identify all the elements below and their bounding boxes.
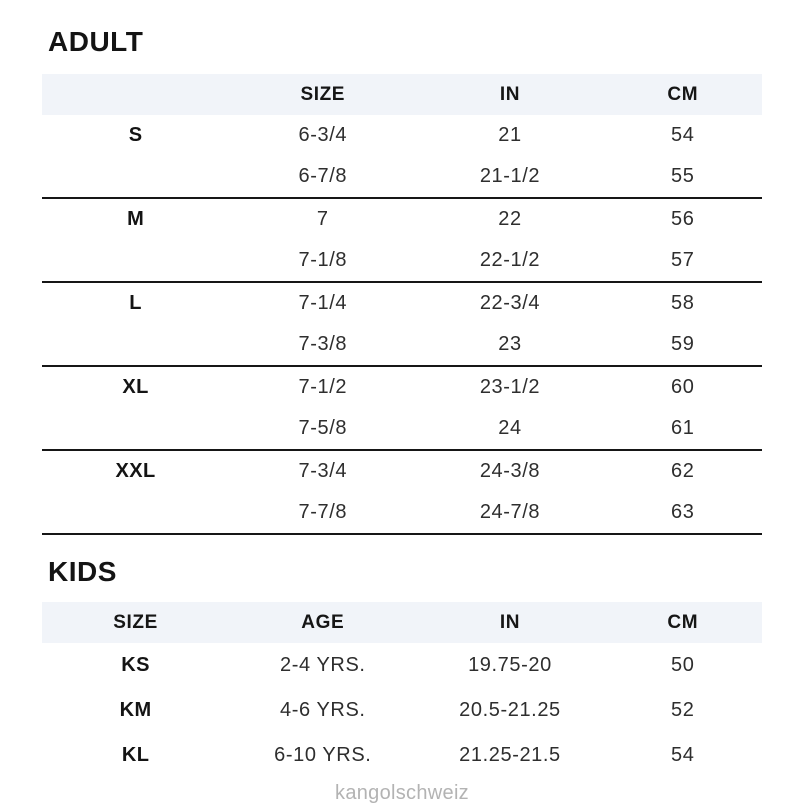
size-cell: 7-1/8: [298, 249, 348, 271]
table-row: [42, 283, 762, 324]
table-row: [42, 492, 762, 533]
adult-header-cm: CM: [667, 83, 699, 105]
table-row: [42, 199, 762, 240]
size-label-cell: XXL: [115, 460, 156, 482]
in-cell: 22: [498, 208, 522, 230]
table-row: [42, 688, 762, 733]
cm-cell: 55: [671, 165, 695, 187]
kids-header-cm: CM: [667, 611, 699, 633]
adult-size-group-m: [42, 199, 762, 283]
adult-size-table: [42, 74, 762, 535]
table-row: [42, 367, 762, 408]
size-cell: 6-7/8: [298, 165, 348, 187]
in-cell: 22-3/4: [479, 292, 541, 314]
kids-section-title: KIDS: [48, 556, 117, 587]
in-cell: 24: [498, 417, 522, 439]
adult-header-in: IN: [499, 83, 521, 105]
cm-cell: 50: [671, 654, 695, 676]
cm-cell: 61: [671, 417, 695, 439]
site-watermark: kangolschweiz: [335, 782, 469, 804]
in-cell: 23-1/2: [479, 376, 541, 398]
age-cell: 2-4 YRS.: [279, 654, 366, 676]
table-row: [42, 115, 762, 156]
table-row: [42, 733, 762, 778]
cm-cell: 58: [671, 292, 695, 314]
table-row: [42, 240, 762, 281]
size-label-cell: KM: [119, 699, 152, 721]
kids-header-age: AGE: [301, 611, 345, 633]
age-cell: 4-6 YRS.: [279, 699, 366, 721]
kids-size-table: [42, 602, 762, 778]
size-cell: 7-7/8: [298, 501, 348, 523]
cm-cell: 52: [671, 699, 695, 721]
size-cell: 7-3/8: [298, 333, 348, 355]
in-cell: 19.75-20: [468, 654, 552, 676]
adult-size-group-s: [42, 115, 762, 199]
size-cell: 6-3/4: [298, 124, 348, 146]
adult-section-title: ADULT: [48, 26, 144, 57]
size-cell: 7-1/4: [298, 292, 348, 314]
size-cell: 7-3/4: [298, 460, 348, 482]
table-row: [42, 324, 762, 365]
size-label-cell: S: [128, 124, 143, 146]
age-cell: 6-10 YRS.: [274, 744, 372, 766]
cm-cell: 57: [671, 249, 695, 271]
table-row: [42, 408, 762, 449]
in-cell: 21.25-21.5: [459, 744, 561, 766]
kids-table-header: [42, 602, 762, 643]
table-row: [42, 156, 762, 197]
cm-cell: 56: [671, 208, 695, 230]
kids-header-in: IN: [499, 611, 521, 633]
cm-cell: 60: [671, 376, 695, 398]
kids-header-size: SIZE: [113, 611, 158, 633]
size-label-cell: M: [127, 208, 145, 230]
in-cell: 21: [498, 124, 522, 146]
in-cell: 23: [498, 333, 522, 355]
in-cell: 24-3/8: [479, 460, 541, 482]
size-cell: 7-1/2: [298, 376, 348, 398]
in-cell: 20.5-21.25: [459, 699, 561, 721]
table-row: [42, 643, 762, 688]
adult-size-group-xl: [42, 367, 762, 451]
cm-cell: 54: [671, 124, 695, 146]
in-cell: 24-7/8: [479, 501, 541, 523]
size-cell: 7-5/8: [298, 417, 348, 439]
adult-size-group-xxl: [42, 451, 762, 535]
cm-cell: 63: [671, 501, 695, 523]
cm-cell: 62: [671, 460, 695, 482]
adult-size-group-l: [42, 283, 762, 367]
adult-table-header: [42, 74, 762, 115]
cm-cell: 59: [671, 333, 695, 355]
adult-header-size: SIZE: [300, 83, 346, 105]
size-label-cell: KL: [121, 744, 150, 766]
size-label-cell: L: [129, 292, 142, 314]
size-label-cell: XL: [122, 376, 149, 398]
size-cell: 7: [316, 208, 329, 230]
cm-cell: 54: [671, 744, 695, 766]
size-label-cell: KS: [121, 654, 150, 676]
table-row: [42, 451, 762, 492]
in-cell: 21-1/2: [479, 165, 541, 187]
in-cell: 22-1/2: [479, 249, 541, 271]
